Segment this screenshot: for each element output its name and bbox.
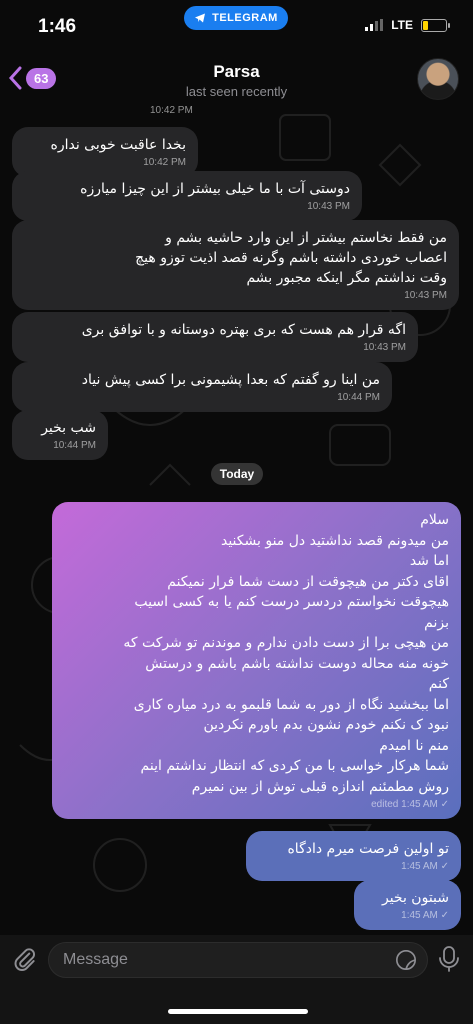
home-indicator[interactable]: [168, 1009, 308, 1014]
message-time: 10:42 PM: [150, 105, 193, 116]
message-text: تو اولین فرصت میرم دادگاه: [287, 841, 449, 857]
outgoing-message[interactable]: [52, 502, 461, 819]
message-time: 10:43 PM: [363, 342, 406, 353]
contact-status: last seen recently: [185, 84, 288, 99]
message-time: 1:45 AM ✓: [401, 910, 449, 921]
message-text: شبتون بخیر: [381, 890, 449, 906]
contact-name[interactable]: Parsa: [213, 62, 260, 81]
incoming-message[interactable]: [12, 362, 392, 412]
message-time: 1:45 AM ✓: [401, 861, 449, 872]
message-text: شب بخیر: [41, 420, 96, 436]
incoming-message[interactable]: [12, 127, 198, 177]
incoming-message[interactable]: [12, 220, 459, 310]
telegram-pill-label: TELEGRAM: [212, 12, 278, 24]
message-line: اما شد: [409, 553, 449, 569]
battery-icon: [421, 19, 447, 32]
status-time: 1:46: [38, 16, 77, 37]
message-time: 10:44 PM: [337, 392, 380, 403]
unread-count-badge: 63: [26, 68, 56, 89]
chat-header: [0, 52, 473, 106]
message-time: edited 1:45 AM ✓: [371, 799, 449, 810]
message-list[interactable]: [0, 105, 473, 937]
message-line: منم نا امیدم: [379, 737, 449, 754]
network-type: LTE: [391, 18, 413, 32]
message-line: من هیچی برا از دست دادن ندارم و موندنم تو شرکت که: [123, 635, 449, 651]
signal-icon: [365, 19, 383, 31]
paperclip-icon[interactable]: [12, 947, 38, 973]
message-line: من فقط نخاستم بیشتر از این وارد حاشیه بشم و: [165, 230, 447, 246]
outgoing-message[interactable]: [354, 880, 461, 930]
message-line: اعصاب خوردی داشته باشم وگرنه قصد اذیت توزو هیچ: [135, 250, 447, 266]
message-input[interactable]: [48, 942, 428, 978]
date-divider: Today: [211, 463, 263, 485]
incoming-message[interactable]: [12, 312, 418, 362]
message-line: نبود ک نکنم خودم نشون بدم باورم نکردین: [203, 717, 449, 733]
message-line: وقت نداشتم مگر اینکه مجبور بشم: [246, 270, 447, 286]
message-line: شما هرکار خواسی با من کردی که انتظار نداشتم اینم: [140, 758, 449, 774]
message-line: کنم: [428, 676, 449, 692]
message-line: سلام: [420, 512, 449, 528]
message-line: اقای دکتر من هیچوقت از دست شما فرار نمیکنم: [167, 573, 449, 590]
message-line: من میدونم قصد نداشتید دل منو بشکنید: [220, 532, 449, 549]
telegram-app-pill[interactable]: [184, 6, 288, 30]
message-line: روش مطمئنم اندازه قبلی توش از بین نمیرم: [191, 778, 449, 795]
incoming-message[interactable]: [12, 171, 362, 221]
message-text: من اینا رو گفتم که بعدا پشیمونی برا کسی پیش نیاد: [81, 372, 380, 388]
message-time: 10:44 PM: [53, 440, 96, 451]
sticker-icon[interactable]: [395, 949, 417, 971]
contact-avatar[interactable]: [417, 58, 459, 100]
message-time: 10:43 PM: [404, 290, 447, 301]
message-line: اما ببخشید نگاه از دور به شما قلبمو به درد میاره کاری: [133, 696, 449, 713]
incoming-message[interactable]: [12, 410, 108, 460]
message-text: دوستی آت با ما خیلی بیشتر از این چیزا میارزه: [80, 181, 350, 197]
message-placeholder: Message: [63, 951, 128, 968]
outgoing-message[interactable]: [246, 831, 461, 881]
status-indicators: [365, 18, 447, 32]
telegram-plane-icon: [194, 12, 206, 24]
message-line: بزنم: [424, 614, 449, 631]
message-time: 10:42 PM: [143, 157, 186, 168]
status-bar: [0, 0, 473, 52]
message-line: هیچوقت نخواستم دردسر درست کنم یا به کسی اسیب: [134, 594, 449, 610]
message-time: 10:43 PM: [307, 201, 350, 212]
message-line: خونه منه محاله دوست نداشته باشم باشم و درستش: [145, 655, 449, 672]
microphone-icon[interactable]: [438, 945, 460, 973]
message-composer: [0, 935, 473, 1024]
message-text: اگه قرار هم هست که بری بهتره دوستانه و با توافق بری: [81, 322, 406, 338]
message-text: بخدا عاقبت خوبی نداره: [50, 137, 186, 153]
